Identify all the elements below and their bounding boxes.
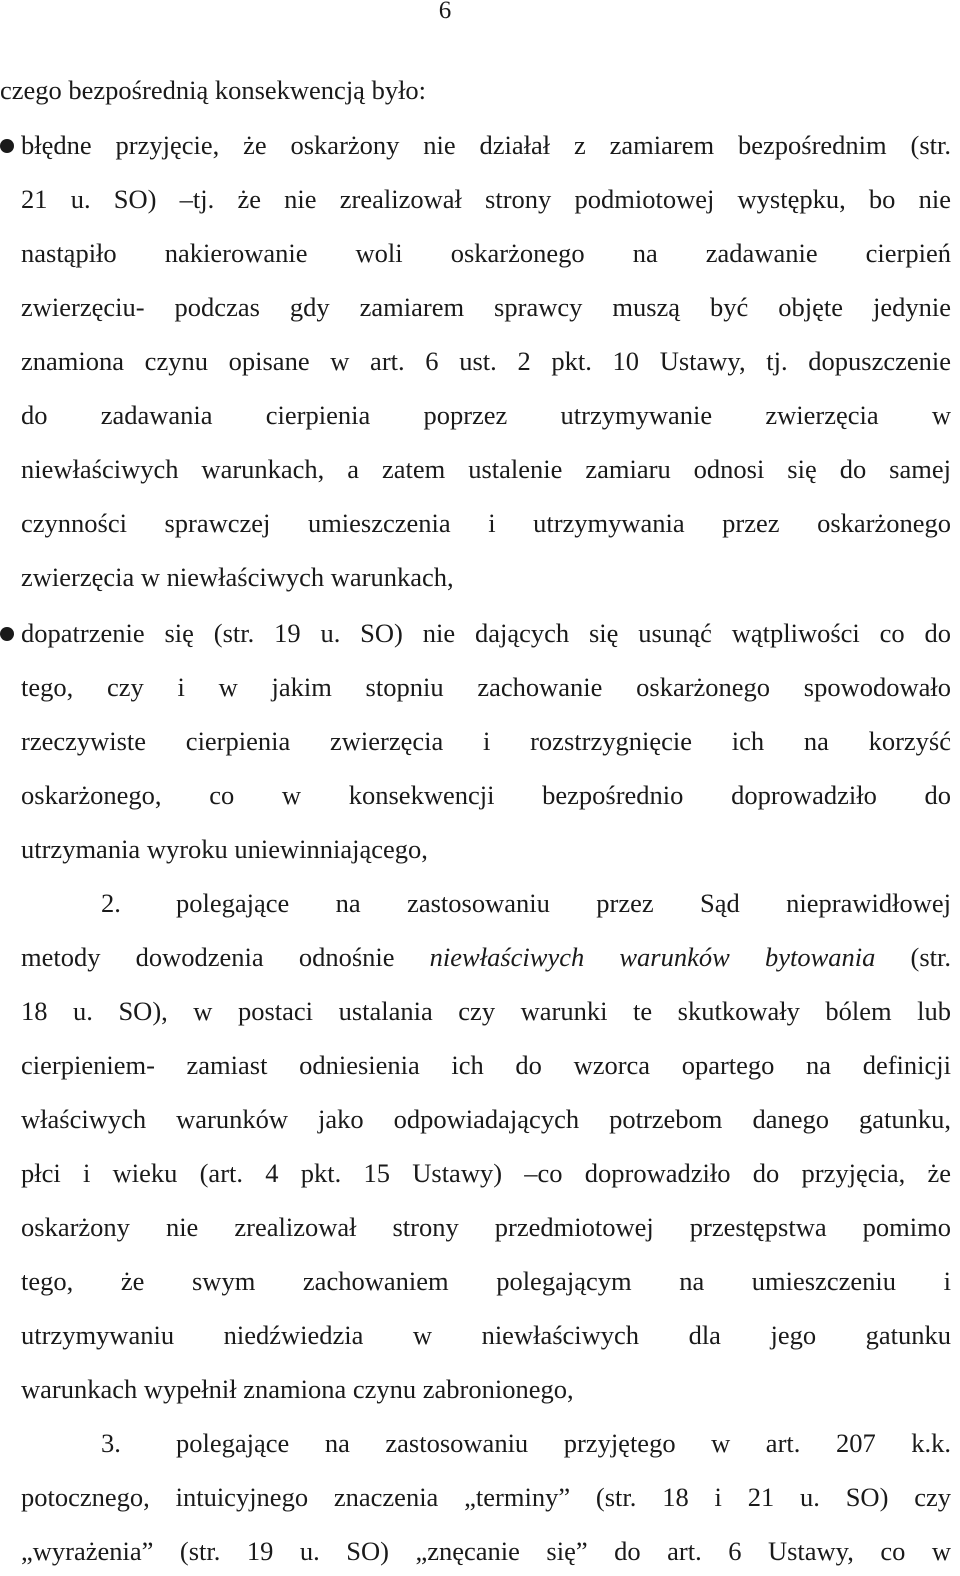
italic-term: niewłaściwych warunków bytowania xyxy=(429,942,876,972)
text-line: tego, że swym zachowaniem polegającym na umieszczeniu i xyxy=(21,1266,951,1296)
text-line: błędne przyjęcie, że oskarżony nie działał z zamiarem bezpośrednim (str. xyxy=(21,130,951,160)
text-line: zwierzęcia w niewłaściwych warunkach, xyxy=(21,562,454,592)
text-line: polegające na zastosowaniu przyjętego w art. 207 k.k. xyxy=(176,1428,951,1458)
text-line: oskarżony nie zrealizował strony przedmiotowej przestępstwa pomimo xyxy=(21,1212,951,1242)
text-line: płci i wieku (art. 4 pkt. 15 Ustawy) –co doprowadziło do przyjęcia, że xyxy=(21,1158,951,1188)
page-number: 6 xyxy=(438,0,452,24)
text-line: tego, czy i w jakim stopniu zachowanie oskarżonego spowodowało xyxy=(21,672,951,702)
text-line: dopatrzenie się (str. 19 u. SO) nie dających się usunąć wątpliwości co do xyxy=(21,618,951,648)
text-line: utrzymywaniu niedźwiedzia w niewłaściwych dla jego gatunku xyxy=(21,1320,951,1350)
text-line: znamiona czynu opisane w art. 6 ust. 2 pkt. 10 Ustawy, tj. dopuszczenie xyxy=(21,346,951,376)
text-line: potocznego, intuicyjnego znaczenia „terminy” (str. 18 i 21 u. SO) czy xyxy=(21,1482,951,1512)
text-line: nastąpiło nakierowanie woli oskarżonego na zadawanie cierpień xyxy=(21,238,951,268)
list-number: 2. xyxy=(101,888,121,918)
text-line: czego bezpośrednią konsekwencją było: xyxy=(0,75,427,105)
text-line-with-italic xyxy=(21,940,951,974)
text-line: rzeczywiste cierpienia zwierzęcia i rozstrzygnięcie ich na korzyść xyxy=(21,726,951,756)
text-line: właściwych warunków jako odpowiadających potrzebom danego gatunku, xyxy=(21,1104,951,1134)
text-line: warunkach wypełnił znamiona czynu zabronionego, xyxy=(21,1374,574,1404)
text-line: „wyrażenia” (str. 19 u. SO) „znęcanie się” do art. 6 Ustawy, co w xyxy=(21,1536,951,1566)
text-line: zwierzęciu- podczas gdy zamiarem sprawcy muszą być objęte jedynie xyxy=(21,292,951,322)
text-segment: (str. xyxy=(910,942,952,972)
bullet-icon xyxy=(0,627,14,641)
text-line: czynności sprawczej umieszczenia i utrzymywania przez oskarżonego xyxy=(21,508,951,538)
text-line: 18 u. SO), w postaci ustalania czy warunki te skutkowały bólem lub xyxy=(21,996,951,1026)
text-line: do zadawania cierpienia poprzez utrzymywanie zwierzęcia w xyxy=(21,400,951,430)
text-line: utrzymania wyroku uniewinniającego, xyxy=(21,834,428,864)
text-line: polegające na zastosowaniu przez Sąd nieprawidłowej xyxy=(176,888,951,918)
text-line: niewłaściwych warunkach, a zatem ustalenie zamiaru odnosi się do samej xyxy=(21,454,951,484)
bullet-icon xyxy=(0,139,14,153)
list-number: 3. xyxy=(101,1428,121,1458)
text-segment: metody dowodzenia odnośnie xyxy=(21,942,395,972)
text-line: 21 u. SO) –tj. że nie zrealizował strony podmiotowej występku, bo nie xyxy=(21,184,951,214)
text-line: oskarżonego, co w konsekwencji bezpośrednio doprowadziło do xyxy=(21,780,951,810)
text-line: cierpieniem- zamiast odniesienia ich do wzorca opartego na definicji xyxy=(21,1050,951,1080)
